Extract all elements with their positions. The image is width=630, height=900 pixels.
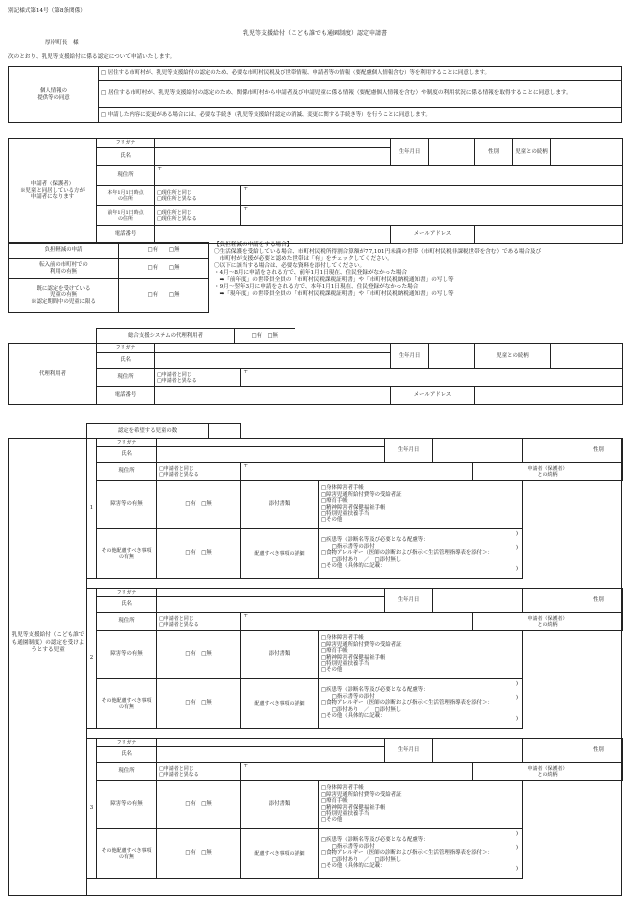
child-count-field[interactable] (209, 424, 241, 439)
applicant-furigana-field[interactable] (155, 139, 391, 148)
burden-notes: 【負担軽減の申請をする場合】 〇生活保護を受給している場合、市町村民税所得割合算額が77,101円未満の世帯（市町村民税非課税世帯を含む）である場合及び 市町村が支援が必要と認めた世帯は「有」をチェックしてください。 〇以下に該当する場合は、必要な資料を添付してください。 ・4月～8月に申請をされる方で、前年1月1日現在、住民登録がなかった場合 ➡「前年度」の世帯員全員の「市町村民税課税証明書」や「市町村民税納税通知書」の写し等 ・9月～翌年3月に申請をされる方で、本年1月1日現在、住民登録がなかった場合 ➡「現年度」の世帯員全員の「市町村民税課税証明書」や「市町村民税納税通知書」の写し等 (214, 242, 542, 297)
proxy-name-field[interactable] (155, 353, 391, 369)
disability-label: 障害等の有無 (97, 781, 157, 829)
other-label: その他配慮すべき事項 の有無 (97, 679, 157, 729)
child-address-label: 現住所 (97, 763, 157, 781)
child-furigana-field[interactable] (157, 589, 385, 597)
proxy-birth-label: 生年月日 (391, 344, 429, 369)
child-name-label: 氏名 (97, 747, 157, 763)
child-furigana-label: フリガナ (97, 589, 157, 597)
child-furigana-label: フリガナ (97, 439, 157, 447)
child-address-label: 現住所 (97, 463, 157, 481)
current-address-label: 現住所 (97, 166, 155, 186)
disability-label: 障害等の有無 (97, 631, 157, 679)
proxy-relation-label: 児童との続柄 (475, 344, 551, 369)
addressee: 厚岸町長 様 (45, 40, 79, 46)
child-block (86, 438, 623, 579)
burden-reduction-options[interactable]: □有 □無 (119, 243, 209, 259)
child-birth-field[interactable] (433, 739, 523, 763)
furigana-label: フリガナ (97, 139, 155, 148)
email-label: メールアドレス (391, 226, 475, 244)
attach-label: 添付書類 (241, 481, 319, 529)
relation-label: 児童との続柄 (513, 139, 551, 166)
consider-list[interactable]: □疾患等（診断名等及び必要となる配慮等： □指示書等の添付 □食物アレルギー（医師の診断および指示＜生活管理指導表を添付＞： □添付あり ／ □添付無し □その他（具体的に記載： ) ) ) (319, 829, 523, 879)
child-address-label: 現住所 (97, 613, 157, 631)
child-name-field[interactable] (157, 747, 385, 763)
certified-options[interactable]: □有 □無 (119, 279, 209, 313)
child-sex-label: 性別 (523, 589, 623, 613)
sex-label: 性別 (475, 139, 513, 166)
child-furigana-field[interactable] (157, 439, 385, 447)
proxy-address-field[interactable]: 〒 (241, 369, 623, 387)
child-name-field[interactable] (157, 447, 385, 463)
form-number: 別記様式第14号（第8条関係） (8, 8, 86, 14)
form-title: 乳児等支援給付（こども誰でも通園制度）認定申請書 (242, 30, 387, 37)
child-block (86, 588, 623, 729)
child-birth-label: 生年月日 (385, 739, 433, 763)
applicant-email-field[interactable] (475, 226, 623, 244)
prev-jan1-address-label: 前年1月1日時点 の住所 (97, 206, 155, 226)
prev-jan1-address-field[interactable]: 〒 (241, 206, 623, 226)
prev-jan1-address-options[interactable]: □現住所と同じ □現住所と異なる (155, 206, 241, 226)
other-label: その他配慮すべき事項 の有無 (97, 829, 157, 879)
consider-label: 配慮すべき事項の詳細 (241, 679, 319, 729)
proxy-address-label: 現住所 (97, 369, 155, 387)
jan1-address-options[interactable]: □現住所と同じ □現住所と異なる (155, 186, 241, 206)
child-count-table (86, 423, 241, 439)
applicant-address-field[interactable]: 〒 (155, 166, 623, 186)
child-birth-field[interactable] (433, 589, 523, 613)
child-relation-label: 申請者（保護者） との続柄 (473, 763, 623, 781)
child-name-label: 氏名 (97, 597, 157, 613)
child-relation-label: 申請者（保護者） との続柄 (473, 613, 623, 631)
applicant-table (8, 138, 623, 244)
proxy-name-label: 氏名 (97, 353, 155, 369)
proxy-table (8, 343, 623, 405)
consider-label: 配慮すべき事項の詳細 (241, 529, 319, 579)
applicant-name-field[interactable] (155, 148, 391, 166)
proxy-system-label: 総合支援システムの代理利用者 (97, 329, 235, 344)
child-address-options[interactable]: □申請者と同じ □申請者と異なる (157, 463, 241, 481)
child-address-field[interactable]: 〒 (241, 613, 473, 631)
child-block (86, 738, 623, 879)
jan1-address-field[interactable]: 〒 (241, 186, 623, 206)
disability-options[interactable]: □有 □無 (157, 631, 241, 679)
child-relation-label: 申請者（保護者） との続柄 (473, 463, 623, 481)
consider-list[interactable]: □疾患等（診断名等及び必要となる配慮等： □指示書等の添付 □食物アレルギー（医師の診断および指示＜生活管理指導表を添付＞： □添付あり ／ □添付無し □その他（具体的に記載： ) ) ) (319, 529, 523, 579)
attach-label: 添付書類 (241, 781, 319, 829)
child-number: 3 (87, 739, 97, 879)
attach-list[interactable]: □身体障害者手帳 □障害児通所給付費等の受給者証 □療育手帳 □精神障害者保健福祉手帳 □特別児童扶養手当 □その他 (319, 481, 523, 529)
proxy-address-options[interactable]: □申請者と同じ □申請者と異なる (155, 369, 241, 387)
proxy-system-table (96, 328, 295, 344)
child-address-options[interactable]: □申請者と同じ □申請者と異なる (157, 613, 241, 631)
child-birth-label: 生年月日 (385, 439, 433, 463)
child-furigana-field[interactable] (157, 739, 385, 747)
attach-label: 添付書類 (241, 631, 319, 679)
proxy-relation-field[interactable] (551, 344, 623, 369)
proxy-furigana-label: フリガナ (97, 344, 155, 353)
other-options[interactable]: □有 □無 (157, 829, 241, 879)
child-address-field[interactable]: 〒 (241, 763, 473, 781)
applicant-birth-field[interactable] (429, 139, 475, 166)
child-address-options[interactable]: □申請者と同じ □申請者と異なる (157, 763, 241, 781)
attach-list[interactable]: □身体障害者手帳 □障害児通所給付費等の受給者証 □療育手帳 □精神障害者保健福祉手帳 □特別児童扶養手当 □その他 (319, 781, 523, 829)
child-address-field[interactable]: 〒 (241, 463, 473, 481)
birth-label: 生年月日 (391, 139, 429, 166)
other-label: その他配慮すべき事項 の有無 (97, 529, 157, 579)
intro-text: 次のとおり、乳児等支援給付に係る認定について申請いたします。 (8, 54, 176, 60)
applicant-phone-field[interactable] (155, 226, 391, 244)
child-birth-field[interactable] (433, 439, 523, 463)
proxy-furigana-field[interactable] (155, 344, 391, 353)
disability-options[interactable]: □有 □無 (157, 781, 241, 829)
name-label: 氏名 (97, 148, 155, 166)
phone-label: 電話番号 (97, 226, 155, 244)
consent-item-3[interactable]: □ 申請した内容に変更がある場合には、必要な手続き（乳児等支援給付認定の消滅、変更に関する手続き等）を行うことに同意します。 (99, 108, 622, 123)
other-options[interactable]: □有 □無 (157, 679, 241, 729)
child-number: 1 (87, 439, 97, 579)
consent-item-1[interactable]: □ 居住する市町村が、乳児等支援給付の認定のため、必要な市町村民税及び世帯情報、申請者等の情報（要配慮個人情報含む）等を利用することに同意します。 (99, 67, 622, 81)
child-name-label: 氏名 (97, 447, 157, 463)
transfer-label: 転入前の市町村での 利用の有無 (9, 259, 119, 279)
consider-label: 配慮すべき事項の詳細 (241, 829, 319, 879)
attach-list[interactable]: □身体障害者手帳 □障害児通所給付費等の受給者証 □療育手帳 □精神障害者保健福祉手帳 □特別児童扶養手当 □その他 (319, 631, 523, 679)
child-sex-label: 性別 (523, 439, 623, 463)
consider-list[interactable]: □疾患等（診断名等及び必要となる配慮等： □指示書等の添付 □食物アレルギー（医師の診断および指示＜生活管理指導表を添付＞： □添付あり ／ □添付無し □その他（具体的に記載： ) ) ) (319, 679, 523, 729)
child-furigana-label: フリガナ (97, 739, 157, 747)
proxy-label: 代理利用者 (9, 344, 97, 405)
children-section-label: 乳児等支援給付（こども誰でも通園制度）の認定を受けようとする児童 (11, 632, 85, 654)
child-sex-label: 性別 (523, 739, 623, 763)
child-number: 2 (87, 589, 97, 729)
burden-reduction-label: 負担軽減の申請 (9, 243, 119, 259)
proxy-system-options[interactable]: □有 □無 (235, 329, 295, 344)
proxy-birth-field[interactable] (429, 344, 475, 369)
consent-item-2[interactable]: □ 居住する市町村が、乳児等支援給付の認定のため、関係市町村から申請者及び申請児童に係る情報（要配慮個人情報を含む）や制度の利用状況に係る情報を取得することに同意します。 (99, 81, 622, 108)
transfer-options[interactable]: □有 □無 (119, 259, 209, 279)
certified-label: 既に認定を受けている 児童の有無 ※認定期間中の児童に限る (9, 279, 119, 313)
proxy-phone-field[interactable] (155, 387, 391, 405)
consent-table (8, 66, 622, 123)
consent-label: 個人情報の 提供等の同意 (9, 67, 99, 123)
applicant-label: 申請者（保護者） ※児童と同居している方が 申請者になります (9, 139, 97, 244)
child-count-label: 認定を希望する児童の数 (87, 424, 209, 439)
applicant-relation-field[interactable] (551, 139, 623, 166)
proxy-phone-label: 電話番号 (97, 387, 155, 405)
disability-options[interactable]: □有 □無 (157, 481, 241, 529)
child-name-field[interactable] (157, 597, 385, 613)
child-birth-label: 生年月日 (385, 589, 433, 613)
other-options[interactable]: □有 □無 (157, 529, 241, 579)
disability-label: 障害等の有無 (97, 481, 157, 529)
proxy-email-field[interactable] (475, 387, 623, 405)
proxy-email-label: メールアドレス (391, 387, 475, 405)
jan1-address-label: 本年1月1日時点 の住所 (97, 186, 155, 206)
burden-table (8, 242, 209, 313)
